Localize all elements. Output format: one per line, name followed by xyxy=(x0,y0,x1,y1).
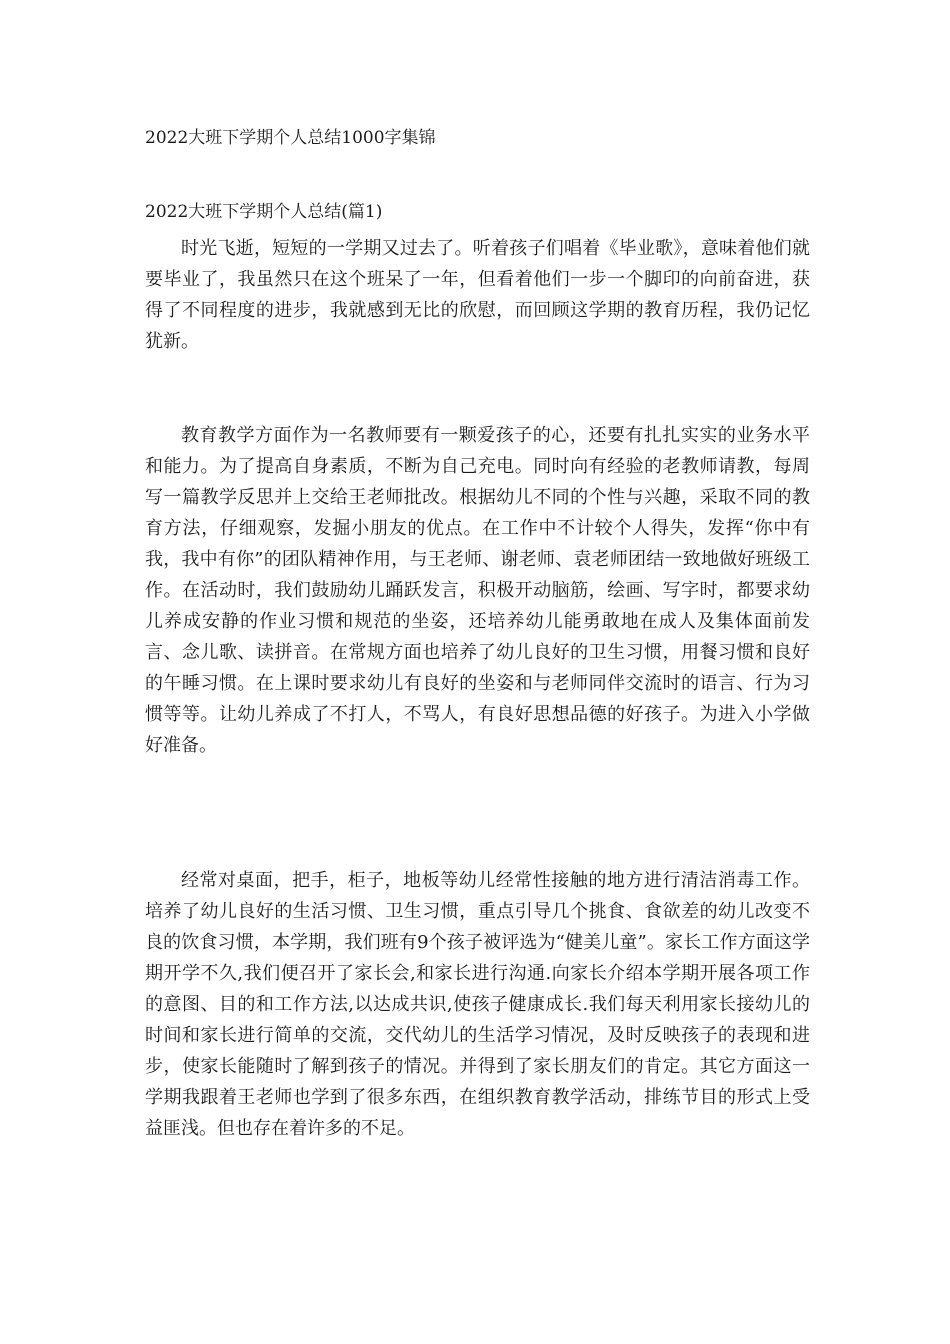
section-title: 2022大班下学期个人总结(篇1) xyxy=(145,202,383,222)
paragraph-intro: 时光飞逝，短短的一学期又过去了。听着孩子们唱着《毕业歌》，意味着他们就要毕业了，我虽然只在这个班呆了一年，但看着他们一步一个脚印的向前奋进，获得了不同程度的进步，我就感到无比的欣慰，而回顾这学期的教育历程，我仍记忆犹新。 xyxy=(145,238,810,352)
document-title: 2022大班下学期个人总结1000字集锦 xyxy=(145,128,436,148)
paragraph-hygiene-parents: 经常对桌面，把手，柜子，地板等幼儿经常性接触的地方进行清洁消毒工作。培养了幼儿良好的生活习惯、卫生习惯，重点引导几个挑食、食欲差的幼儿改变不良的饮食习惯，本学期，我们班有9个孩子被评选为“健美儿童”。家长工作方面这学期开学不久,我们便召开了家长会,和家长进行沟通.向家长介绍本学期开展各项工作的意图、目的和工作方法,以达成共识,使孩子健康成长.我们每天利用家长接幼儿的时间和家长进行简单的交流，交代幼儿的生活学习情况，及时反映孩子的表现和进步，使家长能随时了解到孩子的情况。并得到了家长朋友们的肯定。其它方面这一学期我跟着王老师也学到了很多东西，在组织教育教学活动，排练节目的形式上受益匪浅。但也存在着许多的不足。 xyxy=(145,870,810,1139)
paragraph-teaching: 教育教学方面作为一名教师要有一颗爱孩子的心，还要有扎扎实实的业务水平和能力。为了提高自身素质，不断为自己充电。同时向有经验的老教师请教，每周写一篇教学反思并上交给王老师批改。根据幼儿不同的个性与兴趣，采取不同的教育方法，仔细观察，发掘小朋友的优点。在工作中不计较个人得失，发挥“你中有我，我中有你”的团队精神作用，与王老师、谢老师、袁老师团结一致地做好班级工作。在活动时，我们鼓励幼儿踊跃发言，积极开动脑筋，绘画、写字时，都要求幼儿养成安静的作业习惯和规范的坐姿，还培养幼儿能勇敢地在成人及集体面前发言、念儿歌、读拼音。在常规方面也培养了幼儿良好的卫生习惯，用餐习惯和良好的午睡习惯。在上课时要求幼儿有良好的坐姿和与老师同伴交流时的语言、行为习惯等等。让幼儿养成了不打人，不骂人，有良好思想品德的好孩子。为进入小学做好准备。 xyxy=(145,425,810,756)
